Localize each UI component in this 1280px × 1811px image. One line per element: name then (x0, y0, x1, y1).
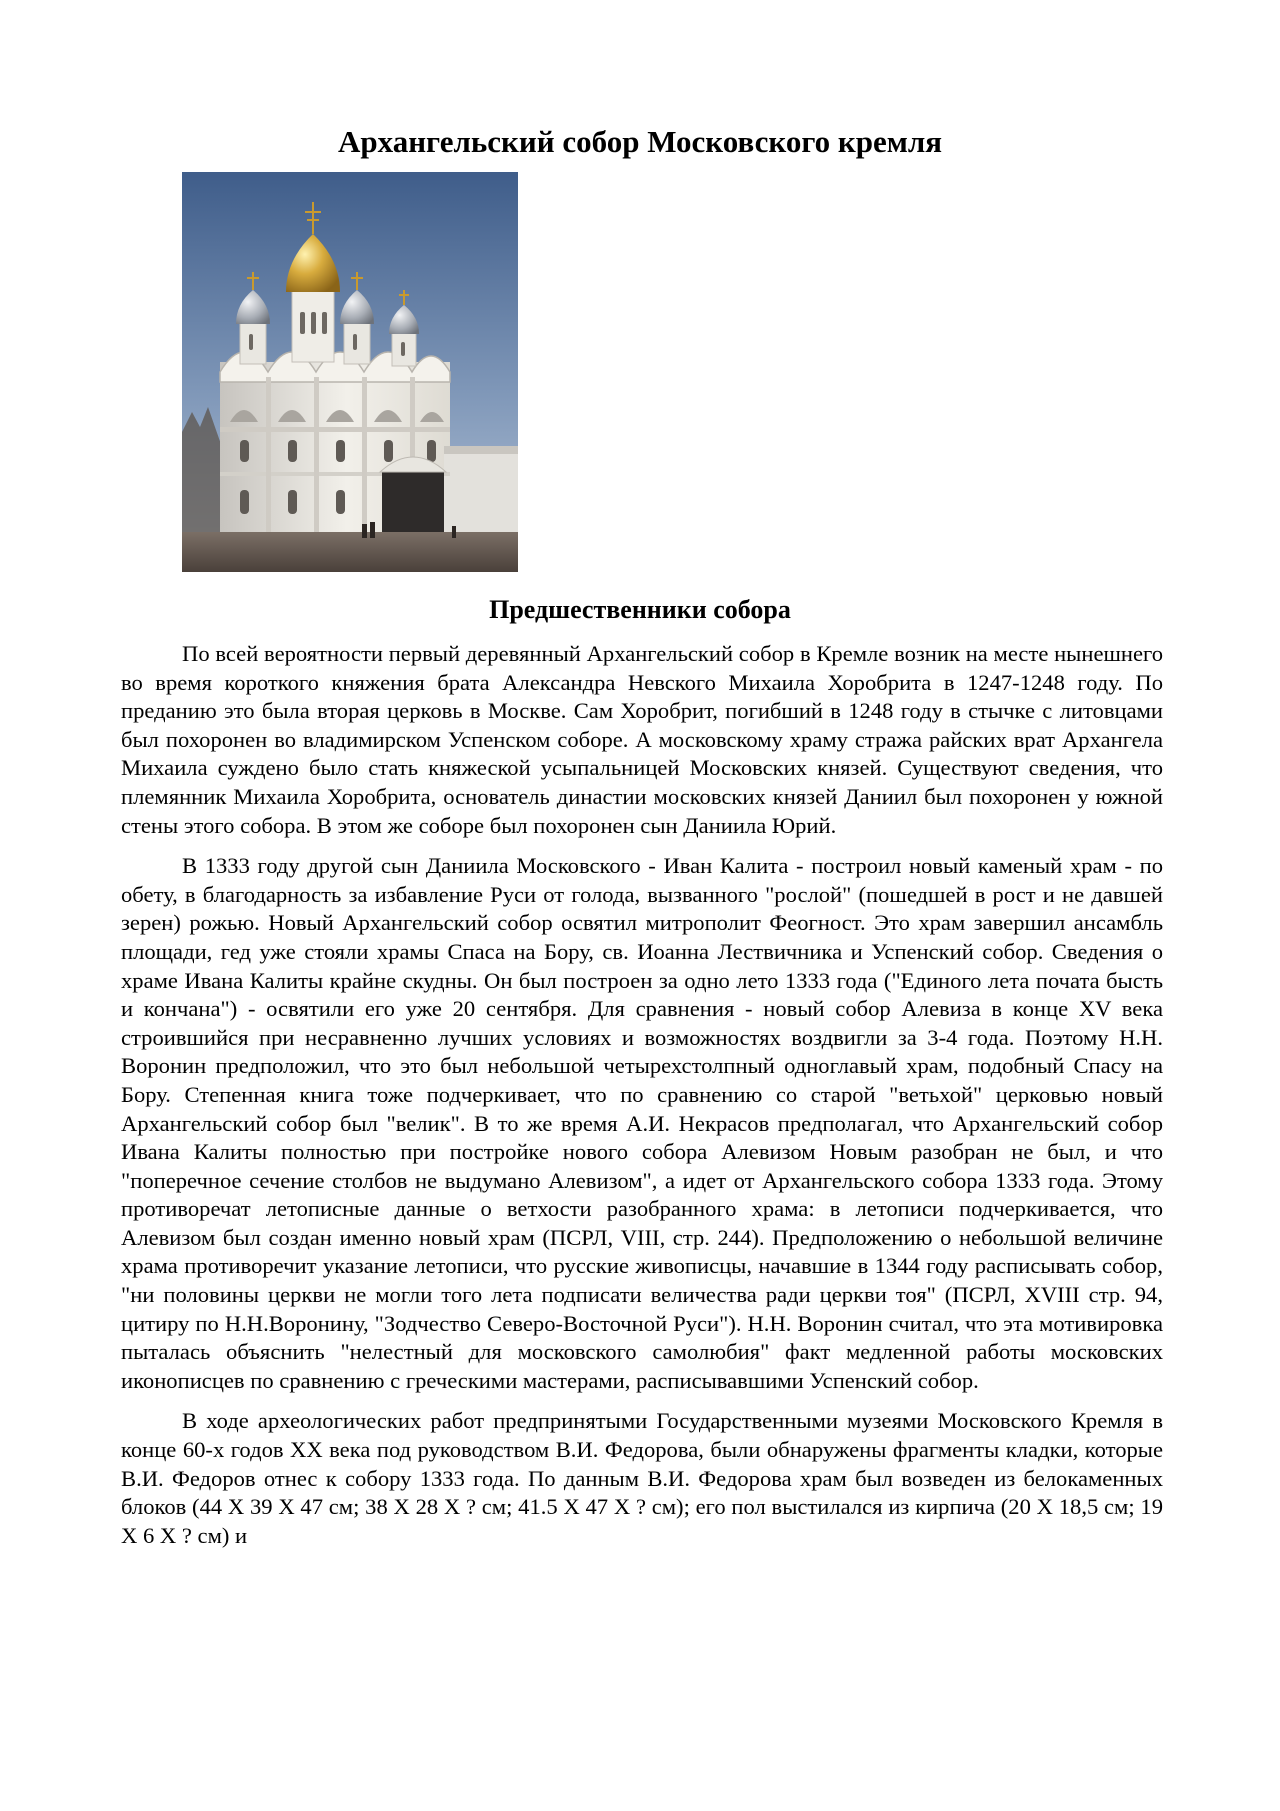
paragraph: В ходе археологических работ предпринятыми Государственными музеями Московского Кремля в конце 60-х годов XX века под руководством В.И. Федорова, были обнаружены фрагменты кладки, которые В.И. Федоров отнес к собору 1333 года. По данным В.И. Федорова храм был возведен из белокаменных блоков (44 X 39 X 47 см; 38 X 28 X ? см; 41.5 X 47 X ? см); его пол выстилался из кирпича (20 X 18,5 см; 19 X 6 X ? см) и (121, 1408, 1163, 1548)
section-title: Предшественники собора (489, 595, 791, 624)
body-text (121, 640, 1163, 1562)
document-title: Архангельский собор Московского кремля (337, 124, 943, 159)
cathedral-photo-icon (182, 172, 518, 572)
cathedral-photo (182, 172, 518, 572)
paragraph: В 1333 году другой сын Даниила Московского - Иван Калита - построил новый каменый храм - по обету, в благодарность за избавление Руси от голода, вызванного "рослой" (пошедшей в рост и не давшей зерен) рожью. Новый Архангельский собор освятил митрополит Феогност. Это храм завершил ансамбль площади, гед уже стояли храмы Спаса на Бору, св. Иоанна Лествичника и Успенский собор. Сведения о храме Ивана Калиты крайне скудны. Он был построен за одно лето 1333 года ("Единого лета почата бысть и кончана") - освятили его уже 20 сентября. Для сравнения - новый собор Алевиза в конце XV века строившийся при несравненно лучших условиях и возможностях воздвигли за 3-4 года. Поэтому Н.Н. Воронин предположил, что это был небольшой четырехстолпный одноглавый храм, подобный Спасу на Бору. Степенная книга тоже подчеркивает, что по сравнению со старой "ветьхой" церковью новый Архангельский собор был "велик". В то же время А.И. Некрасов предполагал, что Архангельский собор Ивана Калиты полностью при постройке нового собора Алевизом Новым разобран не был, и что "поперечное сечение столбов не выдумано Алевизом", а идет от Архангельского собора 1333 года. Этому противоречат летописные данные о ветхости разобранного храма: в летописи подчеркивается, что Алевизом был создан именно новый храм (ПСРЛ, VIII, стр. 244). Предположению о небольшой величине храма противоречит указание летописи, что русские живописцы, начавшие в 1344 году расписывать собор, "ни половины церкви не могли того лета подписати величества ради церкви тоя" (ПСРЛ, XVIII стр. 94, цитиру по Н.Н.Воронину, "Зодчество Северо-Восточной Руси"). Н.Н. Воронин считал, что эта мотивировка пыталась объяснить "нелестный для московского самолюбия" факт медленной работы московских иконописцев по сравнению с греческими мастерами, расписывавшими Успенский собор. (121, 853, 1163, 1393)
paragraph: По всей вероятности первый деревянный Архангельский собор в Кремле возник на месте нынешнего во время короткого княжения брата Александра Невского Михаила Хоробрита в 1247-1248 году. По преданию это была вторая церковь в Москве. Сам Хоробрит, погибший в 1248 году в стычке с литовцами был похоронен во владимирском Успенском соборе. А московскому храму стража райских врат Архангела Михаила суждено было стать княжеской усыпальницей Московских князей. Существуют сведения, что племянник Михаила Хоробрита, основатель династии московских князей Даниил был похоронен у южной стены этого собора. В этом же соборе был похоронен сын Даниила Юрий. (121, 641, 1163, 838)
